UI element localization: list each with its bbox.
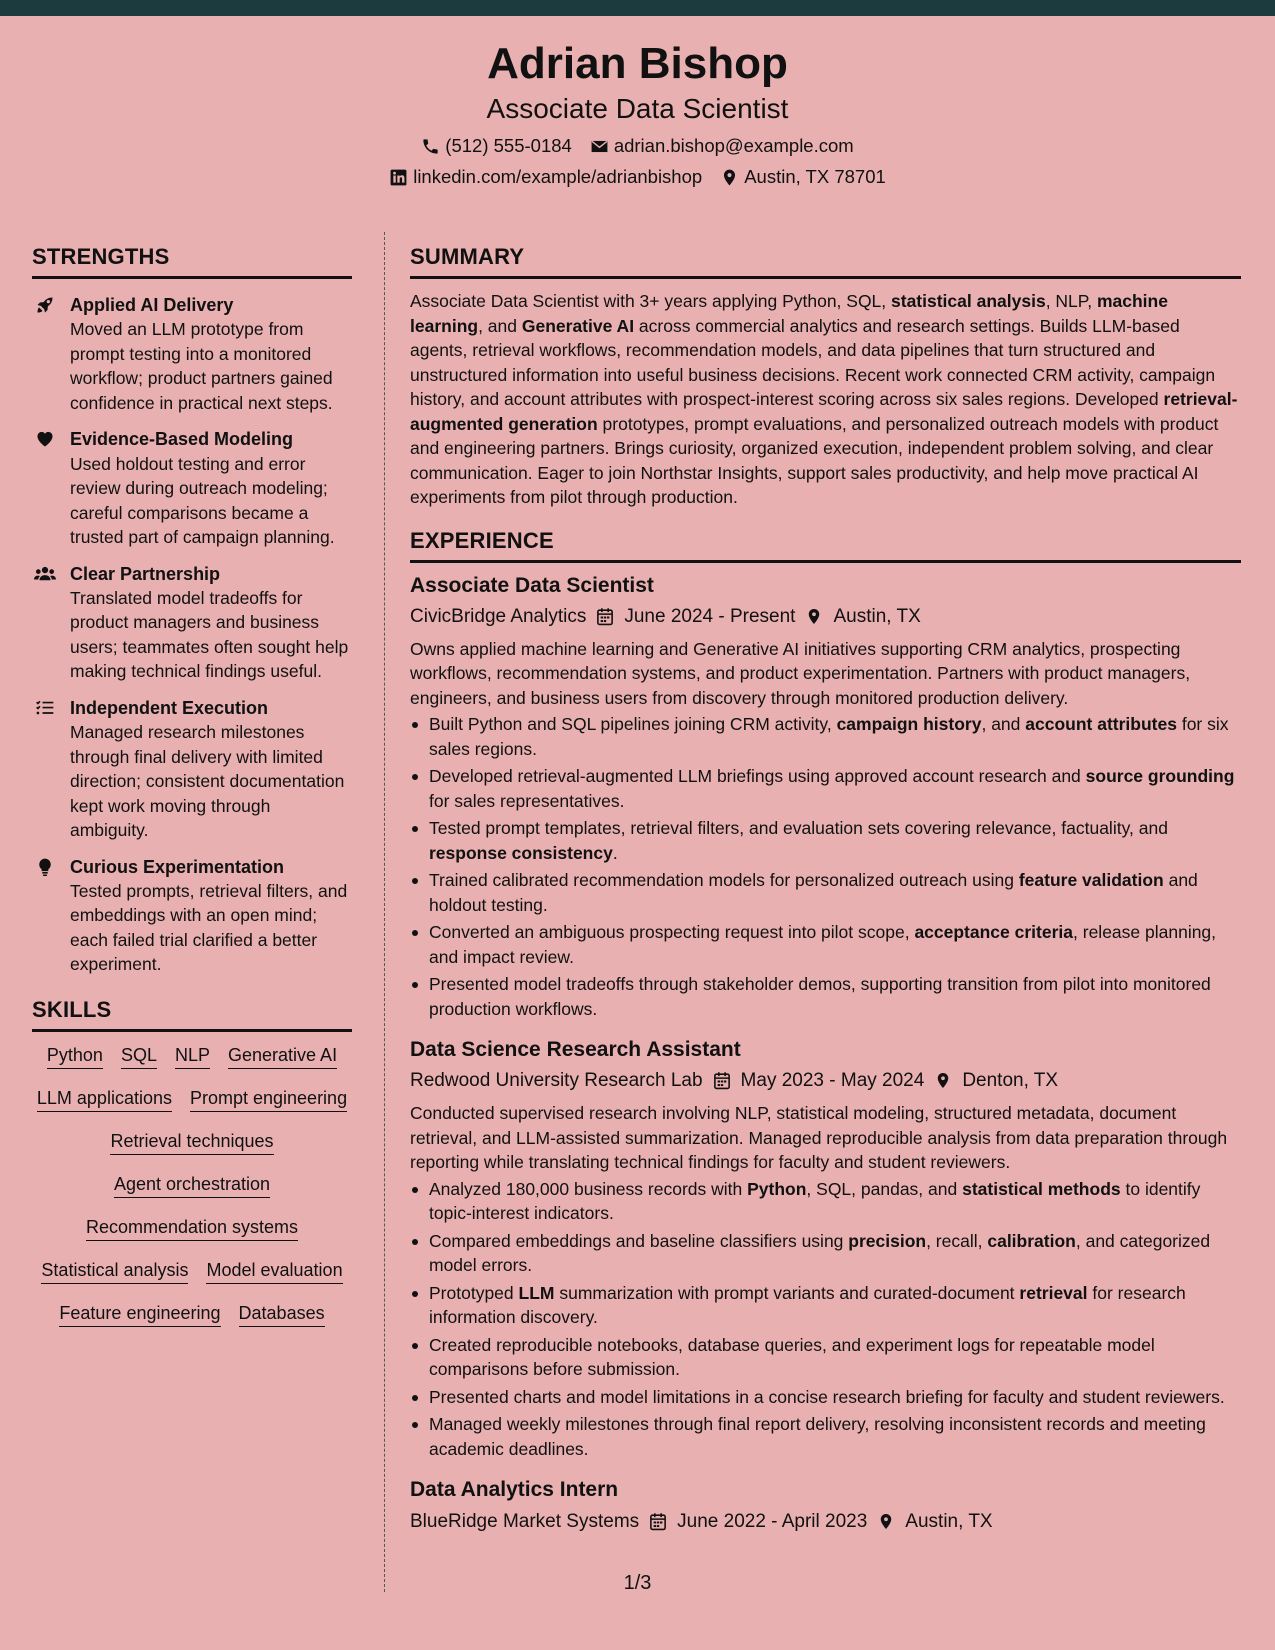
job-meta (410, 607, 1241, 626)
skill-tag: Retrieval techniques (110, 1132, 273, 1155)
job-role: Data Science Research Assistant (410, 1038, 741, 1062)
job-dates-group (596, 607, 795, 626)
phone-text: (512) 555-0184 (445, 135, 572, 157)
bullet-item (410, 712, 1241, 761)
text-run: for research information discovery. (429, 1282, 1186, 1328)
job-entry (410, 1477, 1241, 1530)
job-meta (410, 1071, 1241, 1090)
page-indicator: 1/3 (623, 1572, 652, 1594)
column-divider (384, 232, 385, 1592)
job-location-group (934, 1071, 1058, 1090)
text-run: Presented charts and model limitations in a concise research briefing for faculty and student reviewers. (429, 1386, 1225, 1407)
strength-item (32, 855, 352, 977)
skill-tag: Agent orchestration (114, 1175, 270, 1198)
text-run: for sales representatives. (429, 790, 625, 811)
job-entry (410, 573, 1241, 1022)
job-location-group (805, 607, 920, 626)
text-run: , release planning, and impact review. (429, 922, 1217, 967)
candidate-name: Adrian Bishop (487, 39, 788, 88)
contact-row-1 (0, 137, 1275, 156)
bold-text: account attributes (1025, 714, 1177, 735)
bold-text: Python (747, 1178, 807, 1199)
bold-text: statistical analysis (891, 291, 1046, 311)
job-location: Denton, TX (962, 1070, 1059, 1092)
job-dates: May 2023 - May 2024 (740, 1070, 925, 1092)
linkedin-text: linkedin.com/example/adrianbishop (413, 166, 703, 188)
contact-row-2 (0, 168, 1275, 187)
strength-title: Clear Partnership (70, 563, 221, 584)
job-dates-group (713, 1071, 925, 1090)
skill-tag: Statistical analysis (41, 1261, 188, 1284)
resume-header (0, 16, 1275, 204)
bullet-item (410, 920, 1241, 969)
strengths-list (32, 293, 352, 977)
summary-text (410, 289, 1241, 510)
skill-tag: Python (47, 1046, 103, 1069)
list-check-icon (34, 698, 56, 718)
text-run: to identify topic-interest indicators. (429, 1178, 1201, 1224)
left-column (32, 246, 352, 1327)
phone-contact[interactable] (421, 137, 572, 156)
envelope-icon (590, 137, 609, 156)
skill-tag: Feature engineering (59, 1304, 220, 1327)
strength-title: Curious Experimentation (70, 856, 285, 877)
job-company: Redwood University Research Lab (410, 1070, 703, 1092)
job-bullets (410, 1177, 1241, 1462)
job-location-group (877, 1512, 992, 1531)
skill-tag: SQL (121, 1046, 157, 1069)
bullet-item (410, 1177, 1241, 1226)
text-run: and holdout testing. (429, 870, 1198, 915)
bold-text: machine learning (410, 291, 1168, 336)
bold-text: retrieval (1019, 1282, 1088, 1303)
text-run: , recall, (926, 1230, 988, 1251)
bullet-item (410, 868, 1241, 917)
map-pin-icon (720, 168, 739, 187)
text-run: Analyzed 180,000 business records with (429, 1178, 748, 1199)
text-run: Managed weekly milestones through final report delivery, resolving inconsistent records and meeting academic deadlines. (429, 1414, 1206, 1459)
job-dates-group (649, 1512, 867, 1531)
linkedin-contact[interactable] (389, 168, 702, 187)
job-location: Austin, TX (833, 605, 921, 627)
text-run: , NLP, (1045, 291, 1097, 311)
strength-title: Applied AI Delivery (70, 295, 234, 315)
email-text: adrian.bishop@example.com (613, 135, 854, 157)
heart-icon (34, 429, 56, 449)
bullet-item (410, 816, 1241, 865)
text-run: Compared embeddings and baseline classifiers using (429, 1230, 849, 1251)
strength-title: Evidence-Based Modeling (70, 429, 294, 450)
skills-heading: SKILLS (32, 999, 352, 1032)
bullet-item (410, 1281, 1241, 1330)
bullet-item (410, 1229, 1241, 1278)
strength-desc: Moved an LLM prototype from prompt testing into a monitored workflow; product partners gained confidence in practical next steps. (70, 319, 333, 413)
bold-text: Generative AI (521, 315, 635, 336)
strength-item (32, 293, 352, 415)
lightbulb-icon (34, 857, 56, 877)
strengths-heading: STRENGTHS (32, 246, 352, 279)
job-location: Austin, TX (905, 1510, 993, 1532)
map-pin-icon (877, 1512, 895, 1531)
map-pin-icon (805, 607, 823, 626)
job-role: Associate Data Scientist (410, 573, 654, 597)
summary-heading: SUMMARY (410, 246, 1241, 279)
bold-text: source grounding (1085, 766, 1235, 787)
calendar-icon (596, 607, 614, 626)
strength-desc: Used holdout testing and error review during outreach modeling; careful comparisons became a trusted part of campaign planning. (70, 453, 335, 548)
linkedin-icon (389, 168, 408, 187)
map-pin-icon (934, 1071, 952, 1090)
bullet-item (410, 972, 1241, 1021)
job-role: Data Analytics Intern (410, 1478, 619, 1502)
strength-item (32, 427, 352, 549)
bullet-item (410, 1412, 1241, 1461)
text-run: Associate Data Scientist with 3+ years applying Python, SQL, (410, 291, 892, 311)
skill-tag: Prompt engineering (190, 1089, 347, 1112)
top-color-bar (0, 0, 1275, 16)
job-dates: June 2022 - April 2023 (677, 1510, 868, 1532)
calendar-icon (713, 1071, 731, 1090)
text-run: . (612, 842, 618, 863)
text-run: , and (478, 315, 522, 336)
location-text: Austin, TX 78701 (744, 166, 886, 188)
skills-list (32, 1046, 352, 1327)
skill-tag: Generative AI (228, 1046, 337, 1069)
strength-item (32, 696, 352, 843)
right-column (410, 246, 1241, 1531)
text-run: Presented model tradeoffs through stakeholder demos, supporting transition from pilot into monitored production workflows. (429, 974, 1211, 1019)
strength-desc: Translated model tradeoffs for product managers and business users; teammates often sought help making technical findings useful. (70, 587, 349, 682)
phone-icon (421, 137, 440, 156)
experience-list (410, 573, 1241, 1531)
bold-text: response consistency (429, 842, 613, 863)
bold-text: precision (848, 1230, 927, 1251)
bold-text: LLM (518, 1282, 555, 1303)
strength-item (32, 562, 352, 684)
job-dates: June 2024 - Present (624, 605, 796, 627)
strength-desc: Managed research milestones through final delivery with limited direction; consistent documentation kept work moving through ambiguity. (70, 722, 345, 841)
bullet-item (410, 764, 1241, 813)
bold-text: acceptance criteria (914, 922, 1074, 943)
text-run: Converted an ambiguous prospecting request into pilot scope, (429, 922, 915, 943)
job-description: Conducted supervised research involving NLP, statistical modeling, structured metadata, document retrieval, and LLM-assisted summarization. Managed reproducible analysis from data preparation through reporting while translating technical findings for faculty and student reviewers. (410, 1103, 1228, 1173)
text-run: for six sales regions. (429, 714, 1229, 759)
job-bullets (410, 712, 1241, 1021)
bullet-item (410, 1333, 1241, 1382)
skill-tag: Databases (239, 1304, 325, 1327)
text-run: , and categorized model errors. (429, 1230, 1211, 1276)
skill-tag: Model evaluation (206, 1261, 342, 1284)
text-run: Created reproducible notebooks, database queries, and experiment logs for repeatable model comparisons before submission. (429, 1334, 1155, 1380)
rocket-icon (34, 295, 56, 315)
job-description: Owns applied machine learning and Generative AI initiatives supporting CRM analytics, prospecting workflows, recommendation systems, and product experimentation. Partners with product managers, engineers, and business users from discovery through monitored production delivery. (410, 638, 1191, 708)
bold-text: feature validation (1018, 870, 1164, 891)
calendar-icon (649, 1512, 667, 1531)
strength-desc: Tested prompts, retrieval filters, and embeddings with an open mind; each failed trial clarified a better experiment. (70, 880, 348, 975)
bullet-item (410, 1385, 1241, 1410)
users-icon (34, 564, 56, 584)
job-entry (410, 1037, 1241, 1461)
email-contact[interactable] (590, 137, 854, 156)
job-company: BlueRidge Market Systems (410, 1510, 640, 1532)
bold-text: campaign history (836, 714, 982, 735)
text-run: Tested prompt templates, retrieval filters, and evaluation sets covering relevance, factuality, and (429, 818, 1168, 839)
experience-heading: EXPERIENCE (410, 530, 1241, 563)
text-run: Built Python and SQL pipelines joining CRM activity, (429, 714, 837, 735)
text-run: summarization with prompt variants and curated-document (554, 1282, 1020, 1303)
text-run: Trained calibrated recommendation models for personalized outreach using (429, 870, 1019, 891)
job-company: CivicBridge Analytics (410, 605, 587, 627)
text-run: Developed retrieval-augmented LLM briefings using approved account research and (429, 766, 1086, 787)
bold-text: retrieval-augmented generation (410, 389, 1238, 434)
bold-text: statistical methods (962, 1178, 1121, 1199)
text-run: , SQL, pandas, and (806, 1178, 963, 1199)
job-meta (410, 1512, 1241, 1531)
text-run: prototypes, prompt evaluations, and personalized outreach models with product and engineering partners. Brings curiosity, organized execution, independent problem solving, and clear communication. Eager to join Northstar Insights, support sales productivity, and help move practical AI experiments from pilot through production. (410, 413, 1219, 507)
bold-text: calibration (987, 1230, 1076, 1251)
location-contact (720, 168, 886, 187)
candidate-title: Associate Data Scientist (486, 93, 789, 124)
text-run: across commercial analytics and research settings. Builds LLM-based agents, retrieval workflows, recommendation models, and data pipelines that turn structured and unstructured information into useful business decisions. Recent work connected CRM activity, campaign history, and account attributes with prospect-interest scoring across six sales regions. Developed (410, 315, 1216, 409)
text-run: , and (981, 714, 1026, 735)
skill-tag: NLP (175, 1046, 210, 1069)
text-run: Prototyped (429, 1282, 519, 1303)
strength-title: Independent Execution (70, 697, 269, 718)
skill-tag: LLM applications (37, 1089, 172, 1112)
skill-tag: Recommendation systems (86, 1218, 298, 1241)
